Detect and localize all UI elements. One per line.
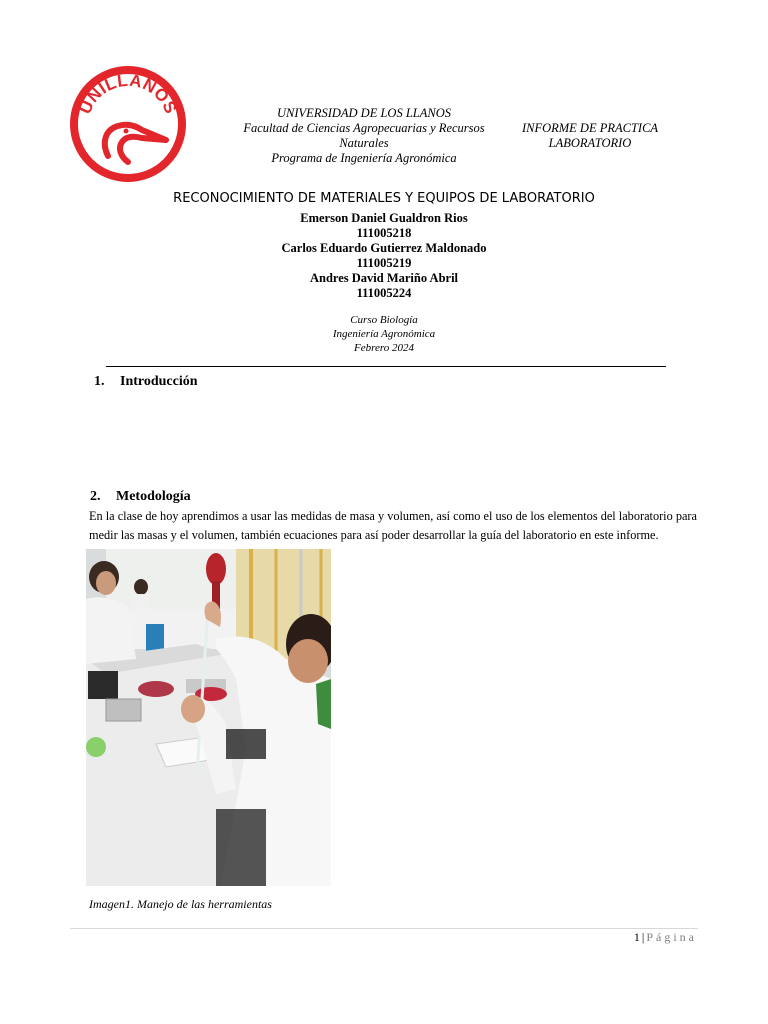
figure-caption: Imagen1. Manejo de las herramientas [89,897,272,911]
author-name: Andres David Mariño Abril [309,271,459,285]
university-name: UNIVERSIDAD DE LOS LLANOS [277,106,451,120]
section-title: Metodología [116,489,191,504]
author-code: 111005219 [356,256,412,270]
page-footer [560,929,697,945]
authors-list [0,211,768,301]
course-info [0,313,768,355]
report-type-line-2: LABORATORIO [548,136,632,150]
author-name: Emerson Daniel Gualdron Rios [300,211,468,225]
section-number: 2. [90,489,101,504]
university-header [228,106,500,166]
report-type [508,121,672,151]
university-logo [68,64,188,184]
footer-separator: | [641,930,645,944]
program-name: Programa de Ingeniería Agronómica [271,151,457,165]
section-title: Introducción [120,374,198,389]
faculty-line-1: Facultad de Ciencias Agropecuarias y Recursos [243,121,485,135]
methodology-paragraph: En la clase de hoy aprendimos a usar las medidas de masa y volumen, así como el uso de los elementos del laboratorio para medir las masas y el volumen, también ecuaciones para así poder desarrollar la guía del laboratorio en este informe. [89,509,697,542]
lab-photo [86,549,331,886]
page-number: 1 [633,930,640,944]
author-code: 111005224 [356,286,412,300]
page-word: Página [646,930,697,944]
author-name: Carlos Eduardo Gutierrez Maldonado [281,241,487,255]
course-name: Curso Biología [350,314,418,326]
section-heading-metodologia [90,488,191,506]
course-program: Ingeniería Agronómica [332,328,436,340]
faculty-line-2: Naturales [339,136,389,150]
header-divider [106,366,666,367]
document-title: RECONOCIMIENTO DE MATERIALES Y EQUIPOS DE LABORATORIO [173,191,595,206]
lab-photo-illustration [86,549,331,886]
logo-text: UNILLANOS [75,70,181,117]
heron-icon [68,64,188,184]
section-heading-introduccion [94,373,198,391]
course-date: Febrero 2024 [354,342,414,354]
author-code: 111005218 [356,226,412,240]
report-type-line-1: INFORME DE PRACTICA [521,121,659,135]
section-number: 1. [94,374,105,389]
